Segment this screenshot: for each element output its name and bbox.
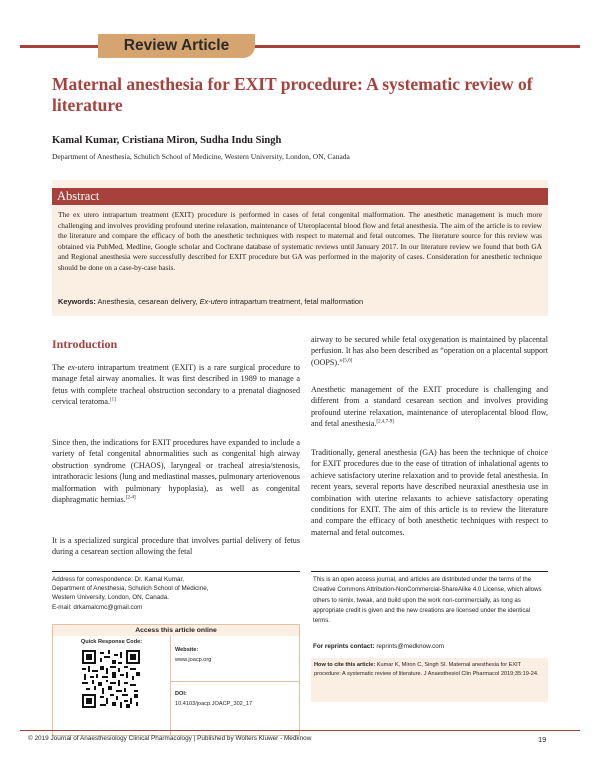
abstract-box [52, 180, 548, 316]
p1-part-b: ex-utero [67, 363, 95, 372]
p4-reference: [5,6] [342, 358, 353, 364]
license-text: This is an open access journal, and articles are distributed under the terms of the Creative Commons Attribution-NonCommercial-ShareAlike 4.0 License, which allows others to remix, tweak, and build upon the work non-commercially, as long as appropriate credit is given and the new creations are licensed under the identical terms. [313, 576, 542, 625]
keywords [58, 297, 542, 306]
correspondence-line-3: Western University, London, ON, Canada. [52, 594, 170, 602]
intro-paragraph-1 [52, 362, 300, 408]
author-affiliation: Department of Anesthesia, Schulich School of Medicine, Western University, London, ON, Canada [52, 152, 350, 161]
qr-code-label: Quick Response Code: [80, 639, 143, 645]
footer-rule [20, 730, 580, 731]
license-rule [311, 571, 548, 572]
intro-paragraph-5 [311, 384, 548, 430]
article-title: Maternal anesthesia for EXIT procedure: A systematic review of literature [52, 74, 533, 115]
access-row-divider [171, 681, 299, 682]
p1-part-a: The [52, 363, 65, 372]
keywords-label: Keywords: [58, 297, 96, 306]
p4-text: airway to be secured while fetal oxygenation is maintained by placental perfusion. It has also been described as “operation on a placental support (OOPS).” [311, 335, 548, 367]
access-heading: Access this article online [53, 625, 299, 636]
correspondence-block [52, 575, 300, 612]
access-online-box [52, 624, 300, 736]
p5-text: Anesthetic management of the EXIT procedure is challenging and different from a standard cesarean section and involves providing profound uterine relaxation, maintenance of uteroplacental blood flow, and fetal anesthesia. [311, 385, 548, 429]
abstract-text: The ex utero intrapartum treatment (EXIT) procedure is performed in cases of fetal congenital malformation. The anesthetic management is much more challenging and involves providing profound uterine relaxation, maintenance of Uteroplacental blood flow and fetal anesthesia. The aim of the article is to review the literature and compare the efficacy of both the anesthetic techniques with respect to maternal and fetal outcomes. The literature source for this review was obtained via PubMed, Medline, Google scholar and Cochrane database of systematic reviews until January 2017. In our literature review we found that both GA and Regional anesthesia were successfully described for EXIT procedure but GA was performed in the majority of cases. Consideration for anesthetic technique should be done on a case-by-case basis. [58, 210, 542, 272]
p2-text: Since then, the indications for EXIT procedures have expanded to include a variety of fetal congenital abnormalities such as congenital high airway obstruction syndrome (CHAOS), laryngeal or tracheal atresia/stenosis, intrathoracic lesions (lung and mediastinal masses, pulmonary arteriovenous malformation with pulmonary hypoplasia), as well as congenital diaphragmatic hernias. [52, 438, 300, 505]
citation-text [314, 661, 545, 679]
access-divider [170, 636, 171, 735]
keywords-part-a: Anesthesia, cesarean delivery, [97, 297, 198, 306]
reprints-contact [313, 643, 444, 650]
correspondence-line-1: Address for correspondence: Dr. Kamal Kumar, [52, 576, 184, 583]
doi-label: DOI: [175, 691, 187, 697]
p2-reference: [2-4] [125, 495, 136, 501]
doi-link[interactable]: 10.4103/joacp.JOACP_302_17 [175, 701, 253, 707]
correspondence-rule [52, 571, 300, 572]
intro-paragraph-2 [52, 437, 300, 505]
reprints-label: For reprints contact: [313, 643, 375, 650]
article-type-label: Review Article [98, 34, 255, 58]
citation-box [311, 658, 548, 702]
intro-paragraph-6: Traditionally, general anesthesia (GA) has been the technique of choice for EXIT procedures due to the ease of titration of inhalational agents to achieve satisfactory uterine relaxation and to provide fetal anesthesia. In recent years, several reports have described neuraxial anesthesia use in combination with uterine relaxants to achieve satisfactory operating conditions for EXIT. The aim of this article is to review the literature and compare the efficacy of both anesthetic techniques with respect to maternal and fetal outcomes. [311, 448, 548, 537]
article-type-banner [20, 34, 580, 58]
reprints-email[interactable]: reprints@medknow.com [376, 643, 444, 650]
citation-label: How to cite this article: [314, 662, 376, 668]
introduction-heading: Introduction [52, 337, 118, 351]
p1-part-c: intrapartum treatment (EXIT) is a rare surgical procedure to manage fetal airway anomalies. It was first described in 1989 to manage a fetus with complete tracheal obstruction secondary to a prenatal diagnosed cervical teratoma. [52, 363, 300, 407]
website-link[interactable]: www.joacp.org [175, 657, 212, 663]
intro-paragraph-4 [311, 334, 548, 368]
p1-reference: [1] [109, 397, 116, 403]
keywords-part-b: Ex-utero [199, 297, 228, 306]
qr-code-icon[interactable] [82, 650, 140, 708]
correspondence-email[interactable]: E-mail: drkamalcmc@gmail.com [52, 603, 143, 611]
citation-body: Kumar K, Miron C, Singh SI. Maternal anesthesia for EXIT procedure: A systematic review of literature. J Anaesthesiol Clin Pharmacol 2019;35:19-24. [314, 662, 539, 677]
abstract-heading: Abstract [52, 188, 548, 205]
keywords-part-c: intrapartum treatment, fetal malformation [229, 297, 364, 306]
page-number: 19 [538, 735, 547, 744]
p5-reference: [2,4,7-9] [376, 419, 394, 425]
article-authors: Kamal Kumar, Cristiana Miron, Sudha Indu Singh [52, 135, 282, 146]
website-label: Website: [175, 647, 199, 653]
footer-copyright: © 2019 Journal of Anaesthesiology Clinical Pharmacology | Published by Wolters Kluwer - Medknow [28, 735, 312, 742]
correspondence-line-2: Department of Anesthesia, Schulich School of Medicine, [52, 585, 209, 593]
intro-paragraph-3: It is a specialized surgical procedure that involves partial delivery of fetus during a cesarean section allowing the fetal [52, 536, 300, 557]
